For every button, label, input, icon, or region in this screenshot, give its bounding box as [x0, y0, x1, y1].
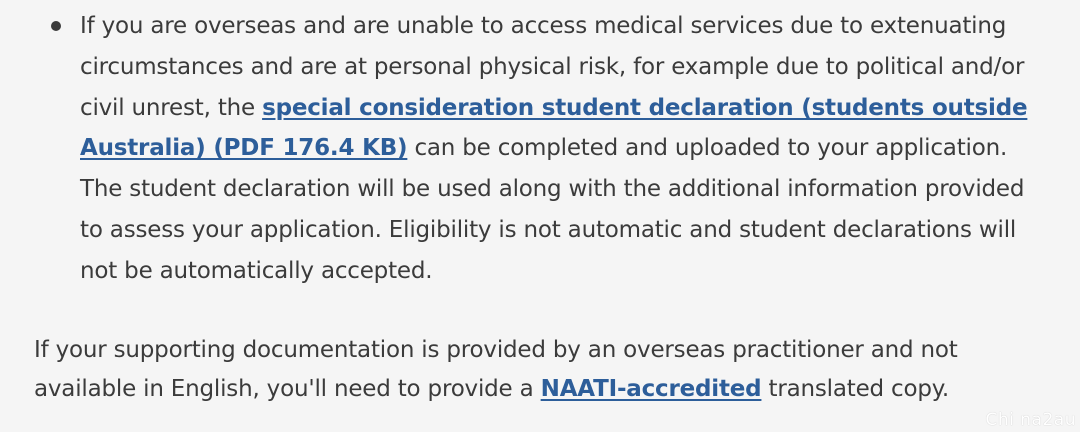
bullet-dot-icon [51, 21, 61, 31]
naati-accredited-link[interactable]: NAATI-accredited [540, 375, 762, 402]
bullet-text-before-link: If you are overseas and are unable to access medical services due to extenuating circumstances and are at personal physical risk, for example due to political and/or civil unrest, the [80, 13, 1025, 121]
list-item-special-consideration [0, 6, 1080, 292]
bullet-text-after-link: can be completed and uploaded to your application. The student declaration will be used along with the additional information provided to assess your application. Eligibility is not automatic and student declarations will not be automatically accepted. [80, 135, 1025, 284]
translation-paragraph [34, 331, 1044, 408]
bullet-list [0, 6, 1080, 292]
paragraph-text-before-link: If your supporting documentation is provided by an overseas practitioner and not available in English, you'll need to provide a [34, 337, 958, 402]
watermark: Chi na2au [985, 410, 1076, 430]
paragraph-text-after-link: translated copy. [761, 375, 950, 402]
student-declaration-link[interactable]: special consideration student declaration (students outside Australia) (PDF 176.4 KB) [80, 94, 1028, 162]
